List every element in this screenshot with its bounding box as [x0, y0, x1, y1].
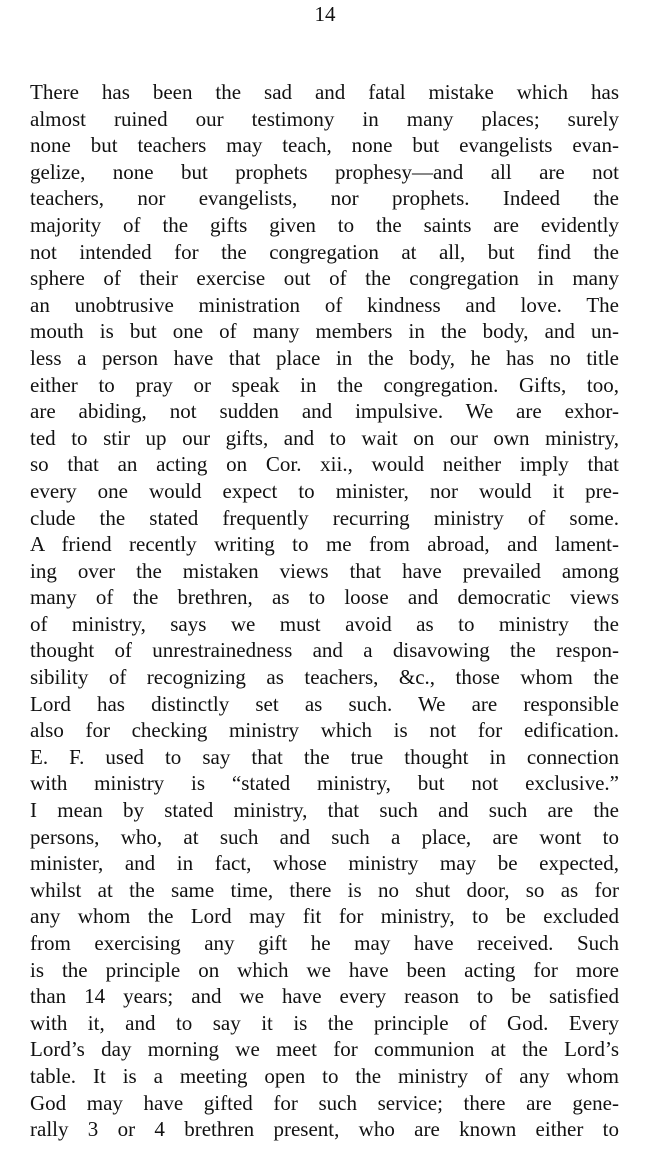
text-line: table. It is a meeting open to the ministry of any whom — [30, 1063, 619, 1088]
text-line: rally 3 or 4 brethren present, who are known either to — [30, 1117, 619, 1142]
body-text — [30, 79, 619, 1143]
text-line: thought of unrestrainedness and a disavowing the respon- — [30, 638, 619, 663]
text-line: majority of the gifts given to the saints are evidently — [30, 212, 619, 237]
text-line: either to pray or speak in the congregation. Gifts, too, — [30, 372, 619, 397]
text-line: persons, who, at such and such a place, are wont to — [30, 824, 619, 849]
text-line: God may have gifted for such service; there are gene- — [30, 1090, 619, 1115]
text-line: every one would expect to minister, nor would it pre- — [30, 478, 619, 503]
page-number: 14 — [314, 2, 336, 26]
text-line: I mean by stated ministry, that such and such are the — [30, 798, 619, 823]
text-line: mouth is but one of many members in the body, and un- — [30, 319, 619, 344]
text-line: so that an acting on Cor. xii., would neither imply that — [30, 452, 619, 477]
text-line: none but teachers may teach, none but evangelists evan- — [30, 133, 619, 158]
text-line: less a person have that place in the body, he has no title — [30, 345, 619, 370]
text-line: of ministry, says we must avoid as to ministry the — [30, 611, 619, 636]
text-line: not intended for the congregation at all, but find the — [30, 239, 619, 264]
text-line: teachers, nor evangelists, nor prophets. Indeed the — [30, 186, 619, 211]
text-line: sibility of recognizing as teachers, &c., those whom the — [30, 665, 619, 690]
text-line: with it, and to say it is the principle of God. Every — [30, 1010, 619, 1035]
text-line: many of the brethren, as to loose and democratic views — [30, 585, 619, 610]
text-line: Lord has distinctly set as such. We are responsible — [30, 691, 619, 716]
text-line: ing over the mistaken views that have prevailed among — [30, 558, 619, 583]
text-line: E. F. used to say that the true thought in connection — [30, 744, 619, 769]
text-line: with ministry is “stated ministry, but not exclusive.” — [30, 771, 619, 796]
text-line: There has been the sad and fatal mistake which has — [30, 80, 619, 104]
text-line: almost ruined our testimony in many places; surely — [30, 106, 619, 131]
text-line: also for checking ministry which is not for edification. — [30, 718, 619, 743]
text-line: Lord’s day morning we meet for communion at the Lord’s — [30, 1037, 619, 1062]
text-line: minister, and in fact, whose ministry may be expected, — [30, 851, 619, 876]
text-line: are abiding, not sudden and impulsive. We are exhor- — [30, 399, 619, 424]
text-line: than 14 years; and we have every reason to be satisfied — [30, 984, 619, 1009]
text-line: from exercising any gift he may have received. Such — [30, 931, 619, 955]
text-line: ted to stir up our gifts, and to wait on our own ministry, — [30, 425, 619, 450]
text-line: A friend recently writing to me from abroad, and lament- — [30, 532, 619, 557]
text-line: an unobtrusive ministration of kindness and love. The — [30, 292, 619, 317]
text-line: gelize, none but prophets prophesy—and all are not — [30, 159, 619, 184]
text-line: clude the stated frequently recurring ministry of some. — [30, 505, 619, 530]
text-line: is the principle on which we have been acting for more — [30, 957, 619, 982]
text-line: whilst at the same time, there is no shut door, so as for — [30, 877, 619, 902]
text-line: any whom the Lord may fit for ministry, to be excluded — [30, 904, 619, 929]
text-line: sphere of their exercise out of the congregation in many — [30, 266, 619, 291]
